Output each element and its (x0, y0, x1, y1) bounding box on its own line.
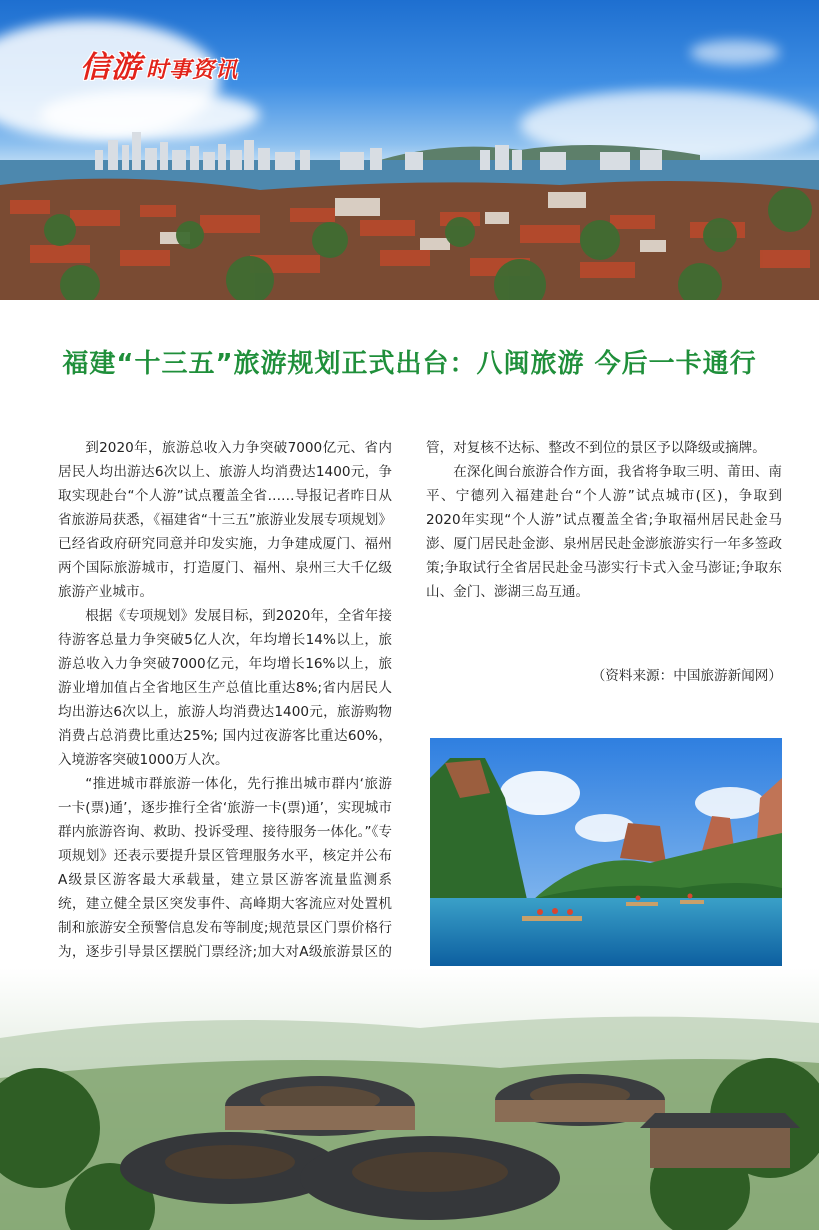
article-left-column (58, 436, 392, 988)
column-title-main: 信游 (80, 50, 142, 85)
article-paragraph-continuation: 管，对复核不达标、整改不到位的景区予以降级或摘牌。 (426, 440, 766, 456)
column-title (80, 42, 238, 86)
article-paragraph: 在深化闽台旅游合作方面，我省将争取三明、莆田、南平、宁德列入福建赴台“个人游”试点城市(区)，争取到2020年实现“个人游”试点覆盖全省;争取福州居民赴金马澎、厦门居民赴金澎、泉州居民赴金澎旅游实行一年多签政策;争取试行全省居民赴金马澎实行卡式入金马澎证;争取东山、金门、澎湖三岛互通。 (426, 464, 782, 600)
tulou-illustration (0, 968, 819, 1230)
article-paragraph: 到2020年，旅游总收入力争突破7000亿元、省内居民人均出游达6次以上、旅游人均消费达1400元，争取实现赴台“个人游”试点覆盖全省……导报记者昨日从省旅游局获悉，《福建省“十三五”旅游业发展专项规划》已经省政府研究同意并印发实施，力争建成厦门、福州两个国际旅游城市，打造厦门、福州、泉州三大千亿级旅游产业城市。 (58, 440, 392, 600)
article-headline: 福建“十三五”旅游规划正式出台：八闽旅游 今后一卡通行 (62, 349, 757, 379)
article-source: （资料来源：中国旅游新闻网） (591, 668, 782, 684)
article-paragraph: “推进城市群旅游一体化，先行推出城市群内‘旅游一卡(票)通’，逐步推行全省‘旅游一卡(票)通’，实现城市群内旅游咨询、救助、投诉受理、接待服务一体化。”《专项规划》还表示要提升景区管理服务水平，核定并公布A级景区游客最大承载量，建立景区游客流量监测系统，建立健全景区突发事件、高峰期大客流应对处置机制和旅游安全预警信息发布等制度;规范景区门票价格行为，逐步引导景区摆脱门票经济;加大对A级旅游景区的 (58, 776, 392, 960)
river-landscape-illustration (430, 738, 782, 966)
article-right-column (426, 436, 782, 604)
header-banner-photo (0, 0, 819, 300)
article-paragraph: 根据《专项规划》发展目标，到2020年，全省年接待游客总量力争突破5亿人次，年均增长14%以上，旅游总收入力争突破7000亿元，年均增长16%以上，旅游业增加值占全省地区生产总值比重达8%;省内居民人均出游达6次以上，旅游人均消费达1400元，旅游购物消费占总消费比重达25%; 国内过夜游客比重达60%，入境游客突破1000万人次。 (58, 608, 392, 768)
column-title-sub: 时事资讯 (146, 58, 239, 83)
river-mountain-photo (430, 738, 782, 966)
tulou-photo (0, 968, 819, 1230)
